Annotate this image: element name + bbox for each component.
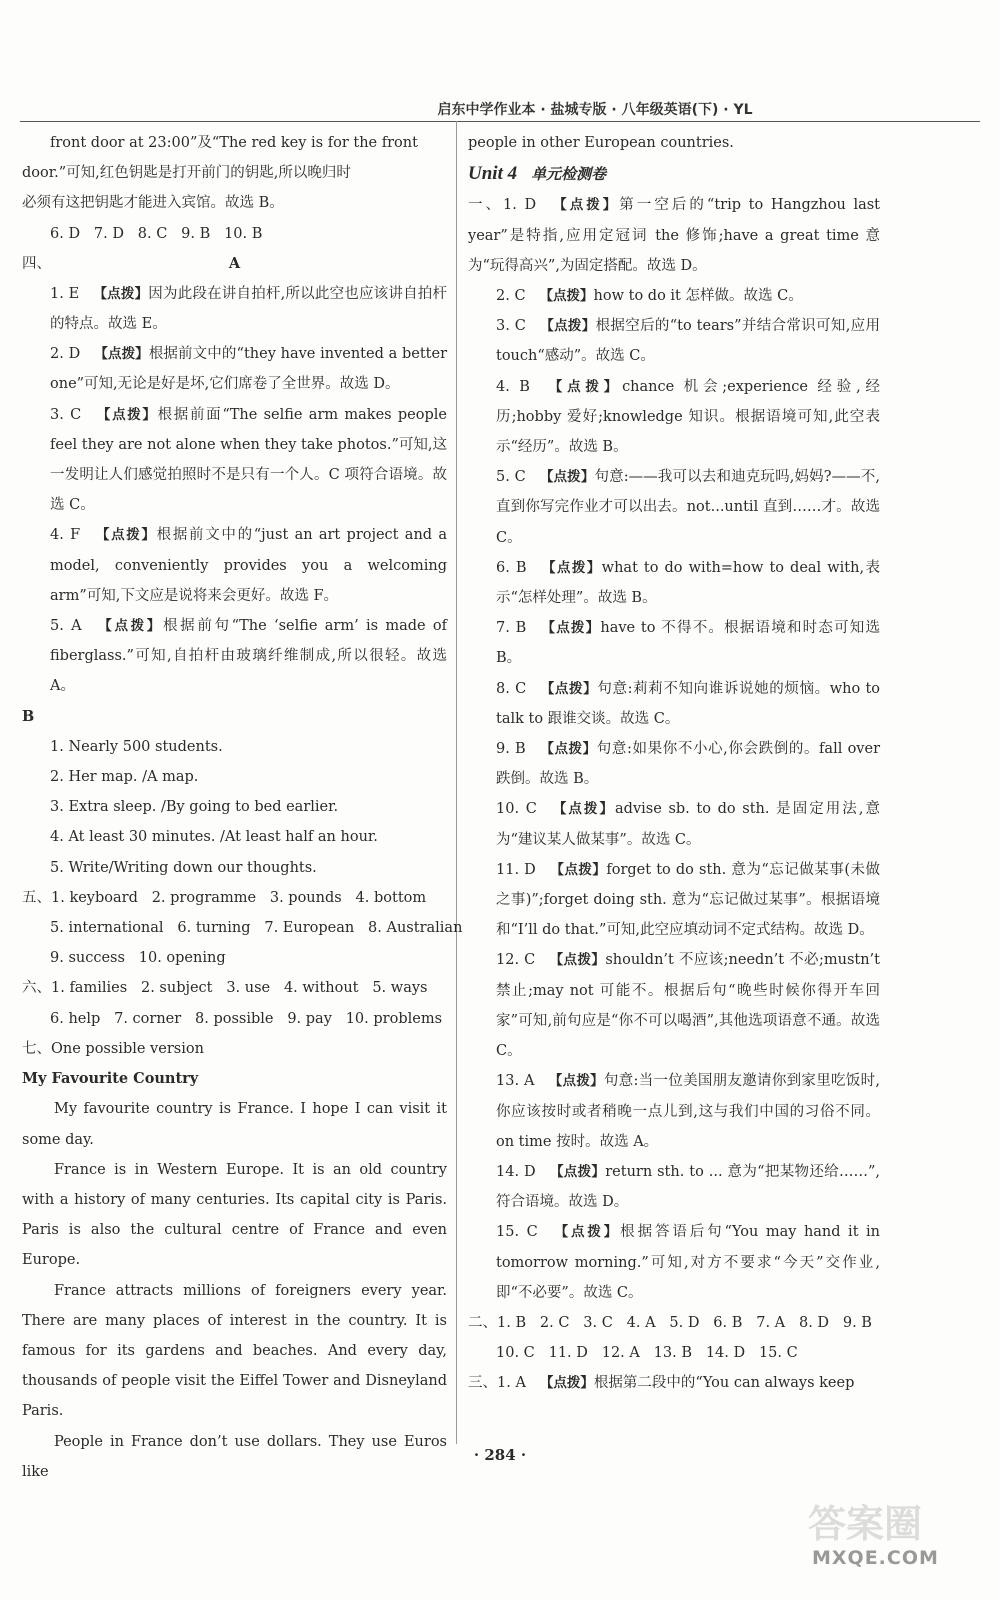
item-number: 3. C — [496, 318, 526, 335]
item-number: 12. C — [496, 952, 536, 969]
tip-label: 【点拨】 — [551, 1224, 621, 1241]
tip-label: 【点拨】 — [539, 741, 597, 758]
answer-item — [468, 613, 880, 673]
section-six-row: 六、1. families 2. subject 3. use 4. without 5. ways — [22, 980, 428, 997]
item-text: 根据答语后句“You may hand it in tomorrow morning.”可知,对方不要求“今天”交作业,即“不必要”。故选 C。 — [496, 1224, 881, 1301]
header-rule — [20, 121, 980, 122]
answer-item — [468, 553, 880, 613]
tip-label: 【点拨】 — [550, 197, 620, 214]
b-answer: 3. Extra sleep. /By going to bed earlier. — [50, 799, 339, 816]
section-five-row: 五、1. keyboard 2. programme 3. pounds 4. bottom — [22, 889, 427, 906]
b-answer: 2. Her map. /A map. — [50, 769, 199, 786]
section-four-heading — [22, 249, 447, 279]
answer-item — [468, 462, 880, 553]
part-a-heading: A — [228, 254, 241, 272]
answer-item — [468, 311, 880, 371]
tip-label: 【点拨】 — [540, 620, 601, 637]
tip-label: 【点拨】 — [543, 378, 623, 395]
running-header: 启东中学作业本 · 盐城专版 · 八年级英语(下) · YL — [437, 102, 753, 118]
answer-item — [468, 945, 880, 1066]
part-b-heading: B — [22, 707, 35, 725]
section-two-row: 二、1. B 2. C 3. C 4. A 5. D 6. B 7. A 8. D 9. B — [468, 1314, 872, 1331]
answer-item — [468, 734, 880, 794]
answer-item — [468, 190, 880, 281]
continued-line: door.”可知,红色钥匙是打开前门的钥匙,所以晚归时 — [22, 165, 351, 182]
essay-title: My Favourite Country — [22, 1070, 199, 1088]
item-text: chance 机会;experience 经验,经历;hobby 爱好;knowledge 知识。根据语境可知,此空表示“经历”。故选 B。 — [496, 378, 881, 456]
tip-label: 【点拨】 — [539, 1375, 594, 1392]
tip-label: 【点拨】 — [540, 559, 602, 576]
tip-label: 【点拨】 — [539, 288, 594, 305]
item-text: 根据前文中的“just an art project and a model, conveniently provides you a welcoming arm”可知,下文应是说将来会更好。故选 F。 — [50, 527, 448, 604]
item-number: 9. B — [496, 741, 526, 758]
item-number: 15. C — [496, 1224, 538, 1241]
section-two-row: 10. C 11. D 12. A 13. B 14. D 15. C — [496, 1345, 798, 1362]
section-six-row: 6. help 7. corner 8. possible 9. pay 10. problems — [50, 1010, 443, 1027]
tip-label: 【点拨】 — [539, 318, 596, 335]
item-text: return sth. to ... 意为“把某物还给……”,符合语境。故选 D。 — [496, 1163, 881, 1211]
item-text: 句意:如果你不小心,你会跌倒的。fall over 跌倒。故选 B。 — [496, 741, 880, 788]
answer-item — [22, 279, 447, 339]
item-number: 三、1. A — [468, 1375, 526, 1392]
answer-item — [468, 1217, 880, 1308]
continued-line: people in other European countries. — [468, 135, 734, 151]
item-number: 6. B — [496, 559, 527, 576]
item-text: how to do it 怎样做。故选 C。 — [593, 288, 803, 305]
page-number: · 284 · — [473, 1446, 527, 1464]
section-label: 四、 — [22, 255, 51, 272]
item-number: 3. C — [50, 406, 82, 423]
tip-label: 【点拨】 — [548, 1073, 604, 1090]
item-text: 句意:——我可以去和迪克玩吗,妈妈?——不,直到你写完作业才可以出去。not...until 直到……才。故选 C。 — [496, 469, 880, 546]
section-five-row: 9. success 10. opening — [50, 950, 226, 967]
tip-label: 【点拨】 — [540, 680, 598, 697]
essay-paragraph: France attracts millions of foreigners every year. There are many places of interest in the country. It is famous for its gardens and beaches. And every day, thousands of people visit the Eiffel Tower and Disneyland Paris. — [22, 1282, 447, 1420]
item-number: 14. D — [496, 1163, 536, 1180]
item-text: forget to do sth. 意为“忘记做某事(未做之事)”;forget doing sth. 意为“忘记做过某事”。根据语境和“I’ll do that.”可知,此空应填动词不定式结构。故选 D。 — [496, 861, 880, 939]
watermark-glyphs: 答案圈 — [808, 1502, 923, 1546]
item-text: 根据空后的“to tears”并结合常识可知,应用 touch“感动”。故选 C。 — [496, 318, 881, 365]
item-text: 第一空后的“trip to Hangzhou last year”是特指,应用定冠词 the 修饰;have a great time 意为“玩得高兴”,为固定搭配。故选 D。 — [468, 197, 880, 274]
continued-line: 必须有这把钥匙才能进入宾馆。故选 B。 — [22, 195, 284, 212]
answer-item — [468, 674, 880, 734]
item-number: 5. C — [496, 469, 526, 486]
unit-subtitle: 单元检测卷 — [531, 165, 607, 184]
item-number: 一、1. D — [468, 197, 537, 214]
answer-item — [468, 794, 880, 854]
item-text: 句意:莉莉不知向谁诉说她的烦恼。who to talk to 跟谁交谈。故选 C。 — [496, 680, 881, 727]
item-text: 根据前句“The ‘selfie arm’ is made of fiberglass.”可知,自拍杆由玻璃纤维制成,所以很轻。故选 A。 — [50, 618, 447, 695]
tip-label: 【点拨】 — [549, 1163, 606, 1180]
item-number: 2. C — [496, 288, 526, 305]
unit-heading — [468, 158, 880, 190]
essay-paragraph: People in France don’t use dollars. They use Euros like — [22, 1433, 447, 1480]
b-answer: 1. Nearly 500 students. — [50, 738, 223, 755]
item-number: 1. E — [50, 285, 80, 302]
tip-label: 【点拨】 — [549, 861, 607, 878]
answer-item — [22, 520, 447, 611]
left-column — [22, 128, 463, 1487]
unit-title: Unit 4 — [468, 163, 518, 185]
section-seven-label: 七、One possible version — [22, 1040, 204, 1057]
item-text: shouldn’t 不应该;needn’t 不必;mustn’t 禁止;may not 可能不。根据后句“晚些时候你得开车回家”可知,前句应是“你不可以喝酒”,其他选项语意不通。故选 C。 — [496, 952, 880, 1060]
essay-paragraph: My favourite country is France. I hope I can visit it some day. — [22, 1101, 447, 1148]
item-number: 8. C — [496, 680, 527, 697]
item-number: 4. F — [50, 527, 81, 544]
item-text: advise sb. to do sth. 是固定用法,意为“建议某人做某事”。故选 C。 — [496, 801, 880, 848]
item-text: have to 不得不。根据语境和时态可知选 B。 — [496, 620, 881, 667]
tip-label: 【点拨】 — [93, 285, 149, 302]
b-answer: 4. At least 30 minutes. /At least half an hour. — [50, 829, 378, 846]
item-text: 因为此段在讲自拍杆,所以此空也应该讲自拍杆的特点。故选 E。 — [50, 285, 448, 333]
answer-item — [468, 855, 880, 946]
answer-list — [468, 190, 880, 1308]
answer-item — [468, 281, 880, 311]
watermark-url: MXQE.COM — [812, 1547, 939, 1569]
tip-label: 【点拨】 — [539, 469, 595, 486]
answer-item — [22, 339, 447, 399]
answer-item — [468, 1368, 880, 1398]
tip-label: 【点拨】 — [95, 406, 158, 423]
continued-line: front door at 23:00”及“The red key is for the front — [50, 135, 418, 151]
item-text: 句意:当一位美国朋友邀请你到家里吃饭时,你应该按时或者稍晚一点儿到,这与我们中国的习俗不同。on time 按时。故选 A。 — [496, 1073, 881, 1150]
b-answer: 5. Write/Writing down our thoughts. — [50, 859, 317, 876]
essay-paragraph: France is in Western Europe. It is an old country with a history of many centuries. Its capital city is Paris. Paris is also the cultural centre of France and even Europe. — [22, 1161, 447, 1269]
item-text: 根据第二段中的“You can always keep — [593, 1375, 855, 1392]
tip-label: 【点拨】 — [94, 527, 157, 544]
item-number: 10. C — [496, 801, 537, 818]
tip-label: 【点拨】 — [94, 346, 149, 363]
item-number: 11. D — [496, 861, 536, 878]
item-text: 根据前文中的“they have invented a better one”可知,无论是好是坏,它们席卷了全世界。故选 D。 — [50, 346, 448, 393]
answer-row: 6. D 7. D 8. C 9. B 10. B — [50, 225, 263, 242]
item-number: 13. A — [496, 1073, 535, 1090]
answer-item — [468, 1157, 880, 1217]
answer-item — [22, 400, 447, 521]
section-five-row: 5. international 6. turning 7. European 8. Australian — [50, 920, 463, 937]
item-text: 根据前面“The selfie arm makes people feel they are not alone when they take photos.”可知,这一发明让人们感觉拍照时不是只有一个人。C 项符合语境。故选 C。 — [50, 406, 447, 514]
item-number: 2. D — [50, 346, 81, 363]
item-number: 4. B — [496, 378, 530, 395]
answer-item — [468, 372, 880, 463]
answer-item — [22, 611, 447, 702]
tip-label: 【点拨】 — [95, 618, 163, 635]
item-number: 7. B — [496, 620, 527, 637]
tip-label: 【点拨】 — [550, 801, 616, 818]
item-number: 5. A — [50, 618, 82, 635]
tip-label: 【点拨】 — [549, 952, 606, 969]
column-divider — [456, 121, 457, 1444]
item-text: what to do with=how to deal with,表示“怎样处理”。故选 B。 — [496, 559, 880, 607]
answer-item — [468, 1066, 880, 1157]
right-column — [468, 128, 880, 1399]
